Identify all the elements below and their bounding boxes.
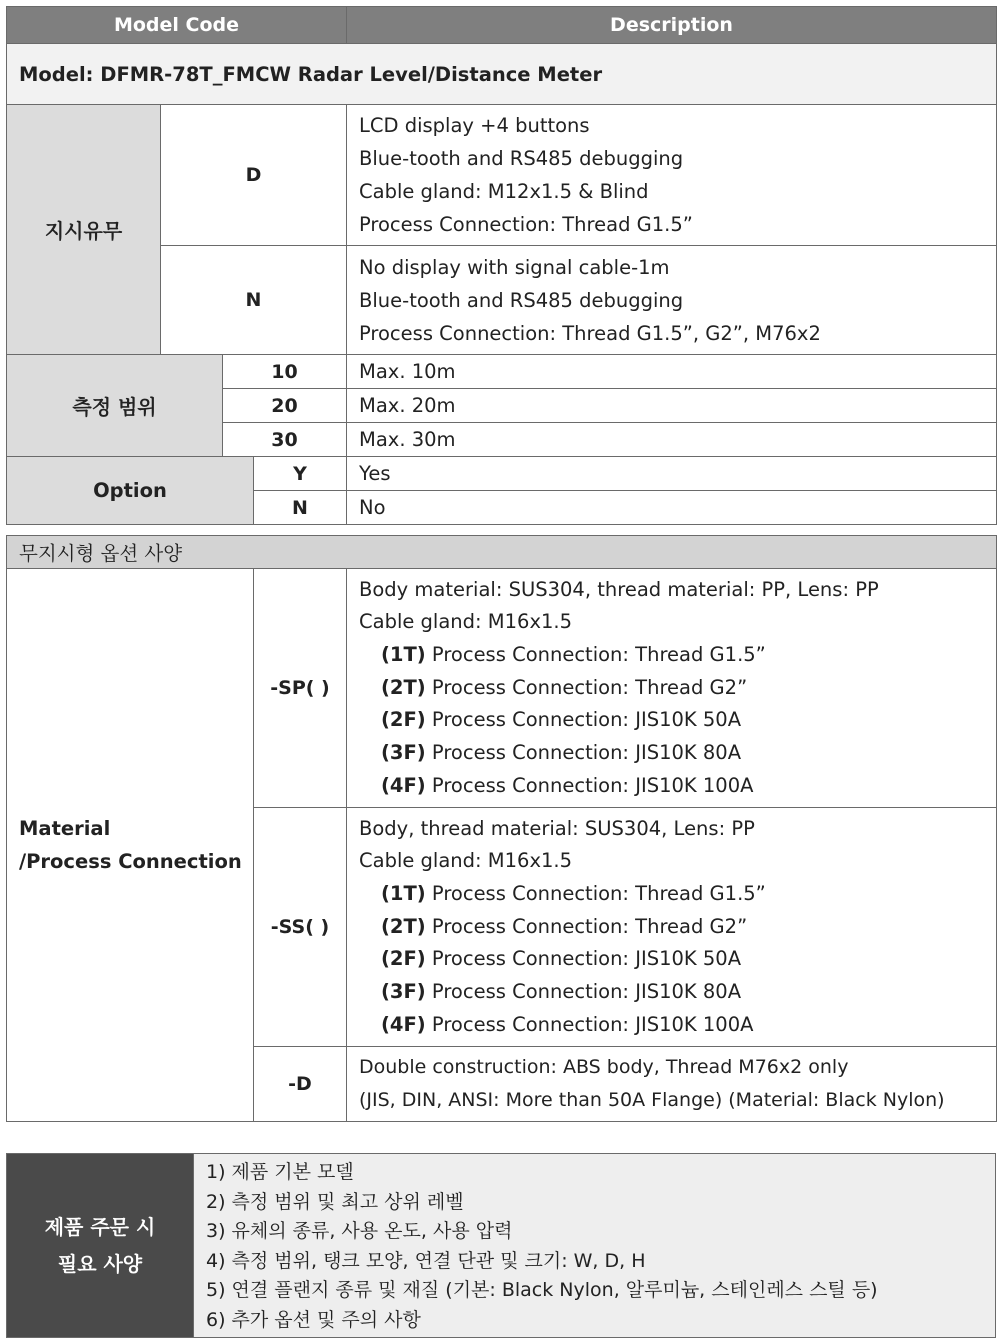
model-title: Model: DFMR-78T_FMCW Radar Level/Distance Meter (7, 44, 997, 105)
option-desc: No (347, 491, 997, 525)
nodisplay-option-table (6, 535, 996, 1122)
desc-line: Process Connection: Thread G1.5” (359, 213, 693, 236)
sub-line: (4F) Process Connection: JIS10K 100A (381, 1012, 754, 1036)
order-title (7, 1154, 193, 1337)
sp-code: -SP( ) (254, 569, 347, 808)
option-code: N (254, 491, 347, 525)
header-description: Description (347, 7, 997, 44)
indicator-code-n: N (161, 246, 347, 355)
desc-line: Cable gland: M16x1.5 (359, 610, 572, 634)
desc-line: Cable gland: M16x1.5 (359, 849, 572, 873)
order-item: 1) 제품 기본 모델 (206, 1161, 354, 1183)
ss-code: -SS( ) (254, 808, 347, 1047)
d-code: -D (254, 1047, 347, 1122)
order-item: 4) 측정 범위, 탱크 모양, 연결 단관 및 크기: W, D, H (206, 1249, 646, 1272)
desc-line: LCD display +4 buttons (359, 114, 590, 137)
header-model-code: Model Code (7, 7, 347, 44)
range-desc: Max. 30m (347, 423, 997, 457)
option-desc: Yes (347, 457, 997, 491)
order-item: 2) 측정 범위 및 최고 상위 레벨 (206, 1190, 464, 1213)
order-item: 5) 연결 플랜지 종류 및 재질 (기본: Black Nylon, 알루미늄, 스테인레스 스틸 등) (206, 1279, 878, 1301)
order-title-line1: 제품 주문 시 (44, 1214, 156, 1239)
sub-line: (2T) Process Connection: Thread G2” (381, 914, 748, 938)
indicator-desc-n (347, 246, 997, 355)
range-code: 20 (223, 389, 347, 423)
desc-line: Cable gland: M12x1.5 & Blind (359, 180, 649, 203)
range-desc: Max. 10m (347, 355, 997, 389)
order-title-line2: 필요 사양 (57, 1251, 143, 1276)
d-desc (347, 1047, 997, 1122)
indicator-desc-d (347, 105, 997, 246)
order-requirements-box (6, 1153, 996, 1338)
range-code: 10 (223, 355, 347, 389)
range-code: 30 (223, 423, 347, 457)
model-code-table (6, 6, 996, 525)
ss-desc (347, 808, 997, 1047)
indicator-label: 지시유무 (7, 105, 161, 355)
indicator-code-d: D (161, 105, 347, 246)
desc-line: Body material: SUS304, thread material: PP, Lens: PP (359, 577, 879, 601)
desc-line: Process Connection: Thread G1.5”, G2”, M76x2 (359, 321, 821, 345)
desc-line: Double construction: ABS body, Thread M76x2 only (359, 1056, 849, 1078)
order-item: 3) 유체의 종류, 사용 온도, 사용 압력 (206, 1220, 513, 1242)
sub-line: (2T) Process Connection: Thread G2” (381, 675, 748, 699)
range-desc: Max. 20m (347, 389, 997, 423)
desc-line: Blue-tooth and RS485 debugging (359, 288, 684, 312)
sub-line: (2F) Process Connection: JIS10K 50A (381, 947, 742, 971)
option-code: Y (254, 457, 347, 491)
sub-line: (1T) Process Connection: Thread G1.5” (381, 642, 766, 666)
sp-desc (347, 569, 997, 808)
desc-line: Blue-tooth and RS485 debugging (359, 147, 684, 170)
order-list (193, 1154, 995, 1337)
material-label-line2: /Process Connection (19, 850, 242, 873)
sub-line: (3F) Process Connection: JIS10K 80A (381, 741, 742, 765)
desc-line: No display with signal cable-1m (359, 255, 670, 279)
option-label: Option (7, 457, 254, 525)
sub-line: (4F) Process Connection: JIS10K 100A (381, 773, 754, 797)
section-title: 무지시형 옵션 사양 (7, 536, 997, 569)
sub-line: (3F) Process Connection: JIS10K 80A (381, 980, 742, 1004)
sub-line: (1T) Process Connection: Thread G1.5” (381, 881, 766, 905)
desc-line: (JIS, DIN, ANSI: More than 50A Flange) (Material: Black Nylon) (359, 1089, 945, 1111)
material-label (7, 569, 254, 1122)
range-label: 측정 범위 (7, 355, 223, 457)
order-item: 6) 추가 옵션 및 주의 사항 (206, 1308, 421, 1331)
desc-line: Body, thread material: SUS304, Lens: PP (359, 816, 755, 840)
sub-line: (2F) Process Connection: JIS10K 50A (381, 708, 742, 732)
material-label-line1: Material (19, 817, 111, 840)
